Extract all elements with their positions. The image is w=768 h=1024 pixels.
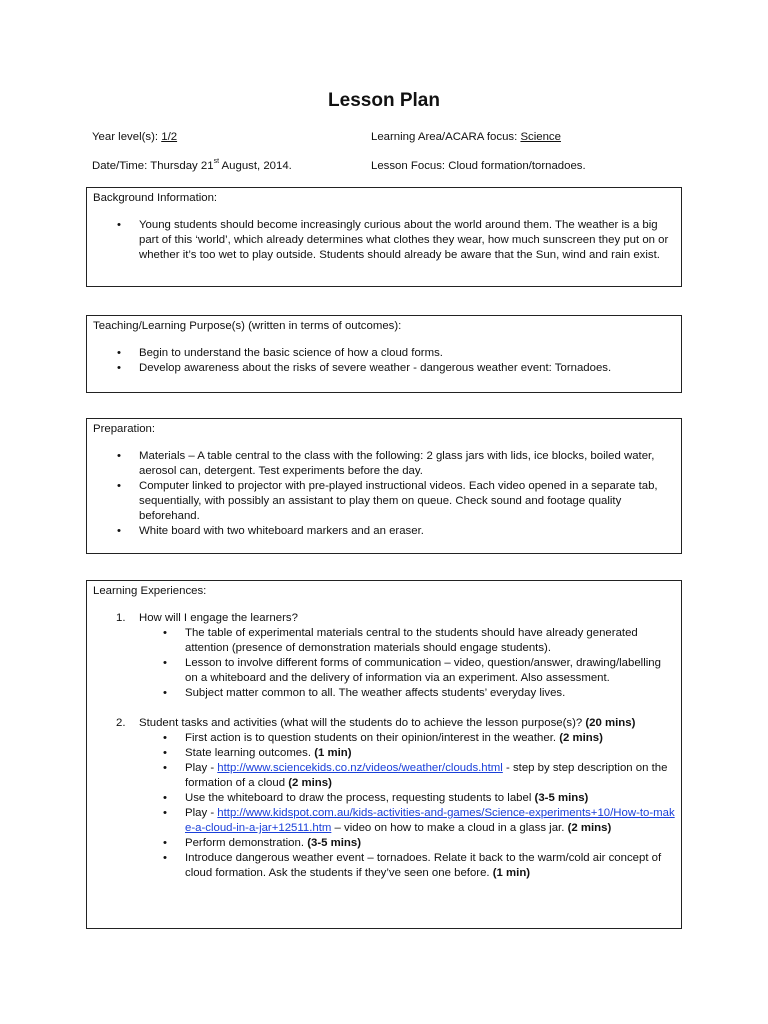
kidspot-cloud-jar-link[interactable]: http://www.kidspot.com.au/kids-activities-and-games/Science-experiments+10/How-to-make-a-cloud-in-a-jar+12511.htm	[185, 807, 675, 834]
list-item	[93, 746, 675, 761]
preparation-box	[86, 418, 682, 554]
question-2-time: (20 mins)	[585, 717, 636, 729]
item-time: (1 min)	[492, 867, 531, 879]
list-item: • White board with two whiteboard markers and an eraser.	[93, 524, 675, 539]
question-2	[93, 716, 675, 731]
item-time: (2 mins)	[559, 732, 603, 744]
item-text: – video on how to make a cloud in a glass jar.	[334, 822, 565, 834]
list-item: • Subject matter common to all. The weather affects students’ everyday lives.	[93, 686, 675, 701]
item-time: (3-5 mins)	[534, 792, 589, 804]
question-1	[93, 611, 675, 626]
year-level-value: 1/2	[161, 131, 178, 143]
list-item	[93, 731, 675, 746]
page-title: Lesson Plan	[328, 90, 440, 111]
list-item	[93, 851, 675, 881]
purpose-heading: Teaching/Learning Purpose(s) (written in terms of outcomes):	[93, 320, 402, 332]
item-text: Use the whiteboard to draw the process, requesting students to label	[185, 792, 532, 804]
background-list	[93, 218, 675, 263]
purpose-list	[93, 346, 675, 376]
question-2-number: 2.	[116, 717, 126, 729]
year-level	[92, 131, 177, 143]
learning-area-value: Science	[520, 131, 561, 143]
purpose-box	[86, 315, 682, 393]
item-text: Perform demonstration.	[185, 837, 305, 849]
question-2-list	[93, 731, 675, 881]
item-time: (1 min)	[314, 747, 352, 759]
list-item	[93, 761, 675, 791]
sciencekids-clouds-link[interactable]: http://www.sciencekids.co.nz/videos/weather/clouds.html	[217, 762, 503, 774]
list-item: • Begin to understand the basic science of how a cloud forms.	[93, 346, 675, 361]
learning-area-label: Learning Area/ACARA focus:	[371, 131, 518, 143]
item-time: (2 mins)	[288, 777, 332, 789]
question-2-text: Student tasks and activities (what will the students do to achieve the lesson purpose(s)?	[139, 717, 583, 729]
item-text: First action is to question students on their opinion/interest in the weather.	[185, 732, 557, 744]
learning-experiences-box	[86, 580, 682, 929]
list-item	[93, 806, 675, 836]
preparation-heading: Preparation:	[93, 423, 156, 435]
list-item: • Young students should become increasingly curious about the world around them. The weather is a big part of this ‘world’, which already determines what clothes they wear, how much sunscreen they put on or whether it’s too wet to play outside. Students should already be aware that the Sun, wind and rain exist.	[93, 218, 675, 263]
item-text: State learning outcomes.	[185, 747, 312, 759]
lesson-focus: Lesson Focus: Cloud formation/tornadoes.	[371, 160, 586, 172]
item-text: Introduce dangerous weather event – tornadoes. Relate it back to the warm/cold air concept of cloud formation. Ask the students if they’ve seen one before.	[185, 852, 662, 879]
list-item: • Lesson to involve different forms of communication – video, question/answer, drawing/labelling on a whiteboard and the delivery of information via an experiment. Also assessment.	[93, 656, 675, 686]
item-text: - step by step description on the formation of a cloud	[185, 762, 668, 789]
list-item: • Develop awareness about the risks of severe weather - dangerous weather event: Tornadoes.	[93, 361, 675, 376]
background-info-box	[86, 187, 682, 287]
item-time: (3-5 mins)	[307, 837, 362, 849]
question-1-text: How will I engage the learners?	[139, 612, 298, 624]
year-level-label: Year level(s):	[92, 131, 159, 143]
learning-area	[371, 131, 561, 143]
experiences-heading: Learning Experiences:	[93, 585, 207, 597]
date-prefix: Date/Time: Thursday 21	[92, 160, 214, 172]
date-ordinal: st	[213, 158, 220, 165]
item-time: (2 mins)	[567, 822, 612, 834]
list-item	[93, 791, 675, 806]
background-heading: Background Information:	[93, 192, 218, 204]
question-1-list	[93, 626, 675, 701]
preparation-list	[93, 449, 675, 539]
item-text: Play -	[185, 762, 215, 774]
list-item	[93, 836, 675, 851]
list-item: • The table of experimental materials central to the students should have already generated attention (presence of demonstration materials should engage students).	[93, 626, 675, 656]
question-1-number: 1.	[116, 612, 126, 624]
date-time	[92, 160, 292, 172]
list-item: • Computer linked to projector with pre-played instructional videos. Each video opened in a separate tab, sequentially, with possibly an assistant to play them on queue. Check sound and footage quality beforehand.	[93, 479, 675, 524]
item-text: Play -	[185, 807, 215, 819]
date-suffix: August, 2014.	[219, 160, 292, 172]
list-item: • Materials – A table central to the class with the following: 2 glass jars with lids, ice blocks, boiled water, aerosol can, detergent. Test experiments before the day.	[93, 449, 675, 479]
